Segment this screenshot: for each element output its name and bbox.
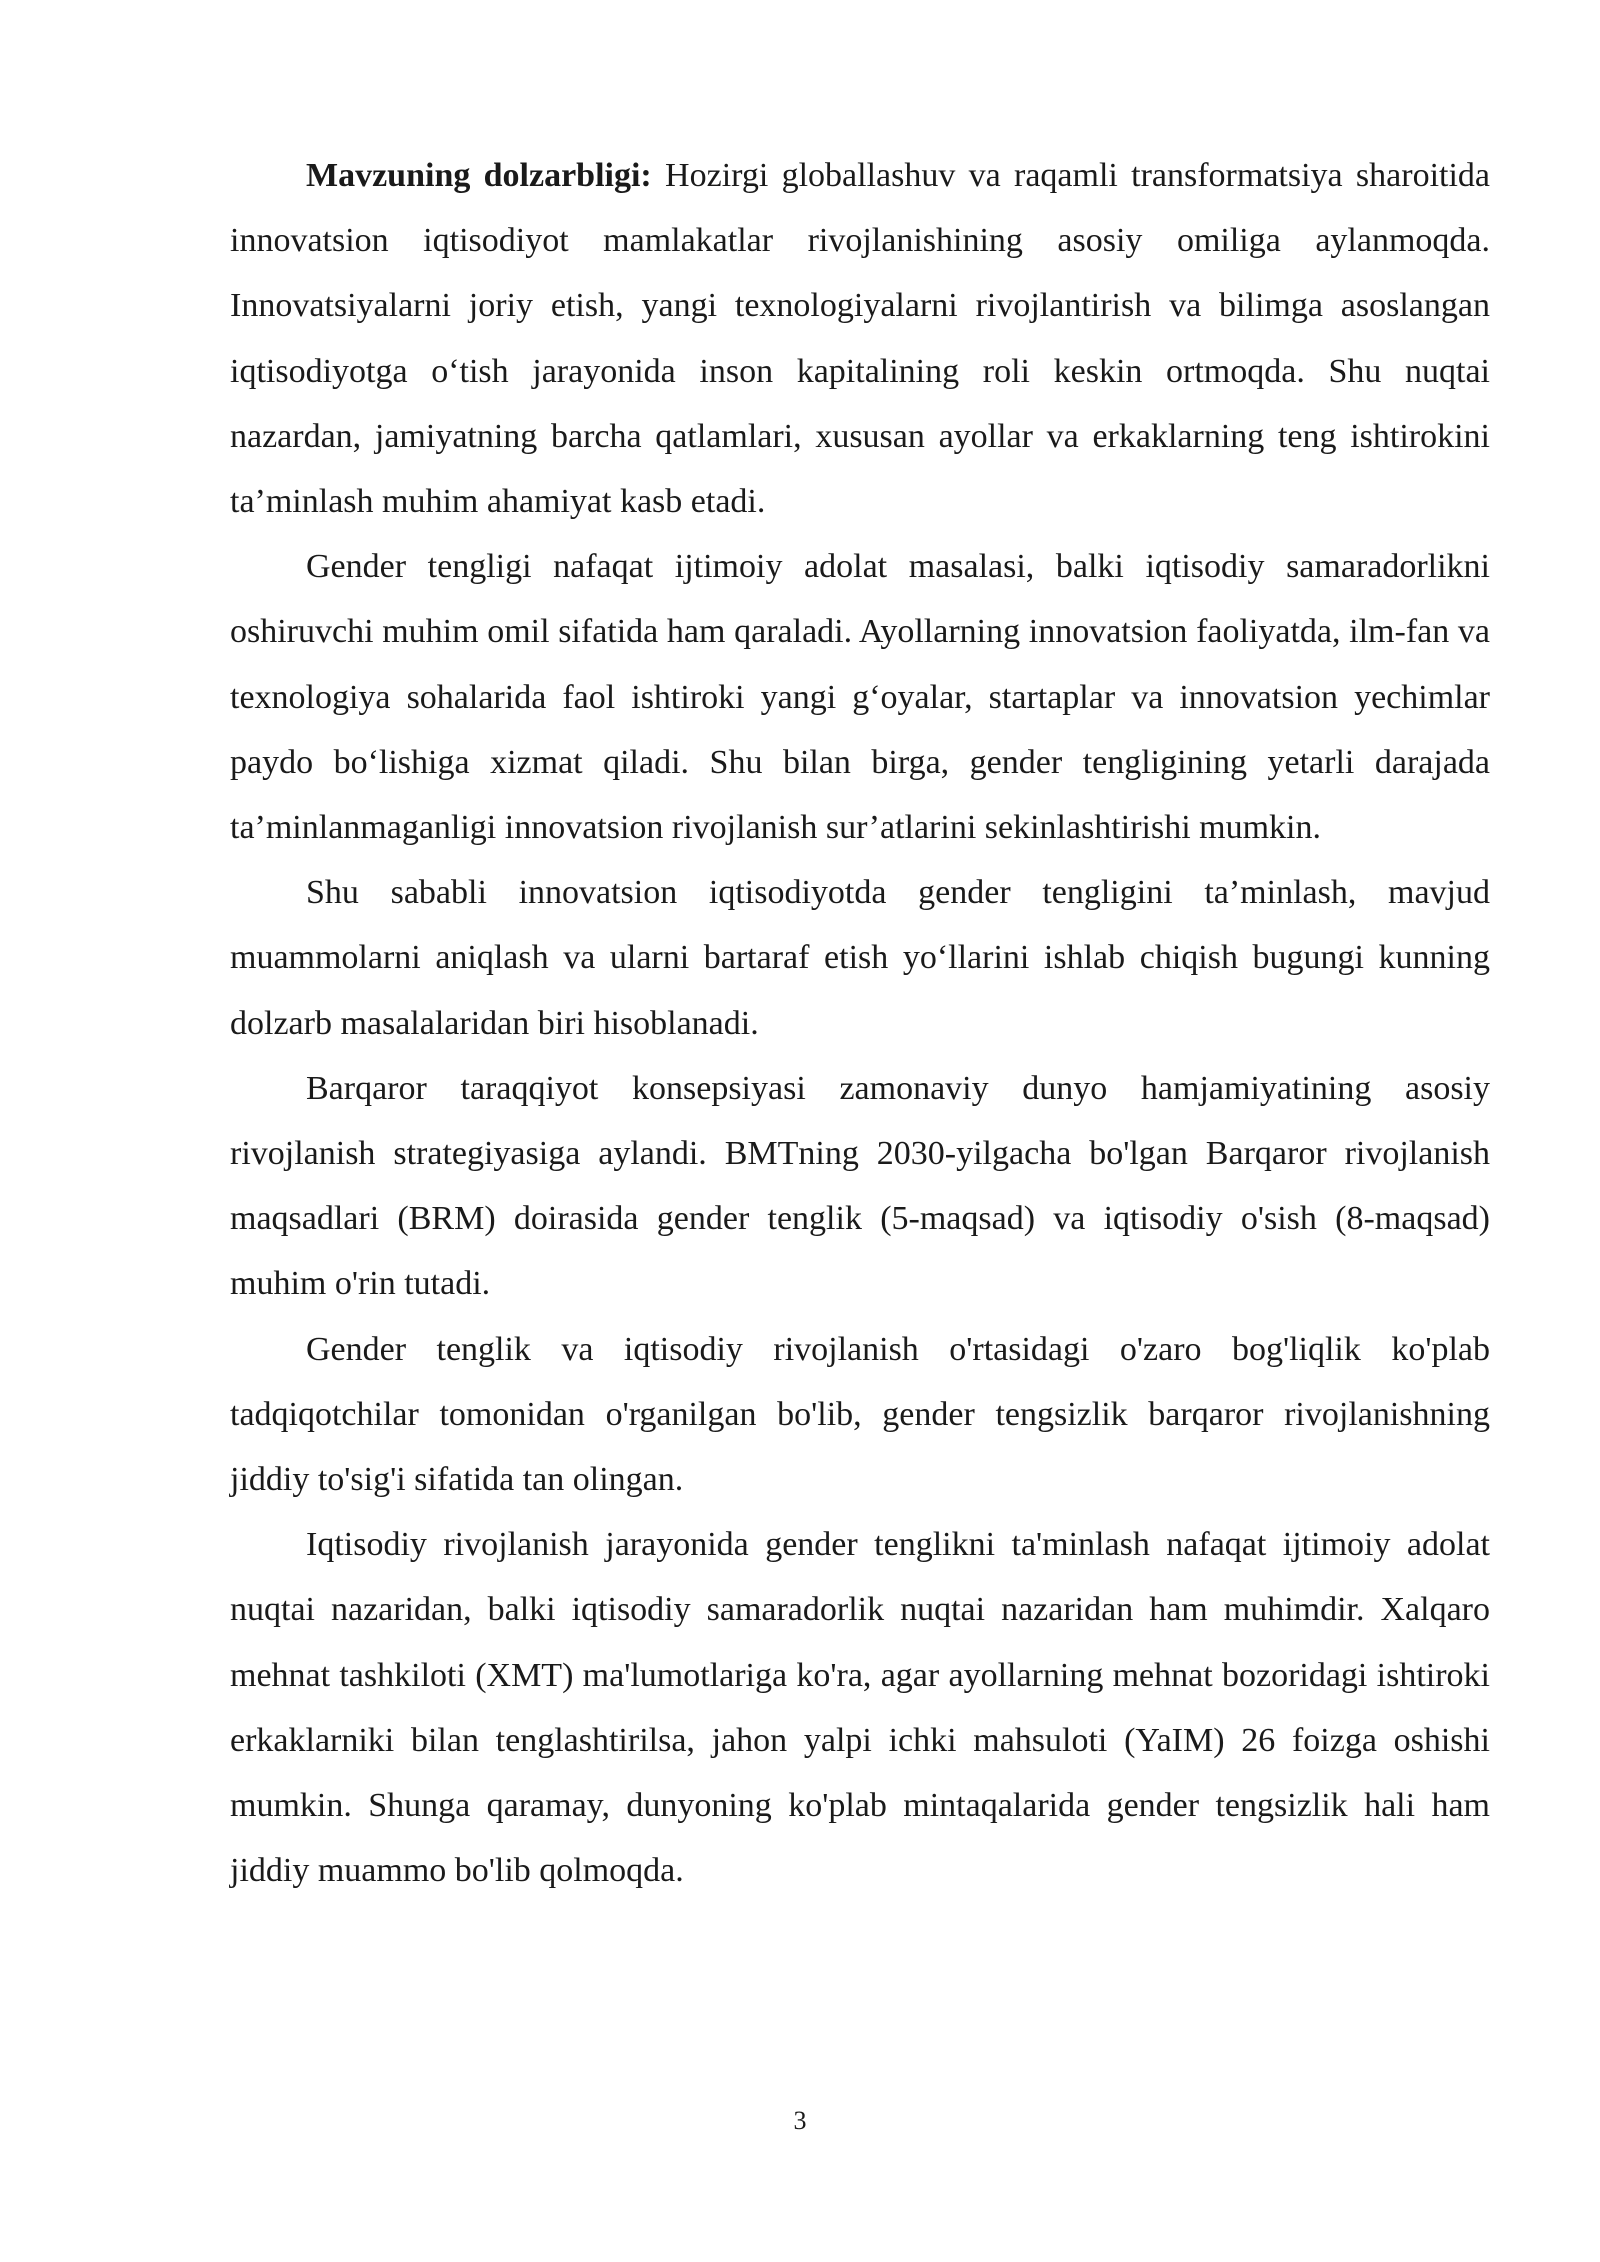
paragraph-economic-efficiency: Iqtisodiy rivojlanish jarayonida gender tenglikni ta'minlash nafaqat ijtimoiy adolat nuqtai nazaridan, balki iqtisodiy samaradorlik nuqtai nazaridan ham muhimdir. Xalqaro mehnat tashkiloti (XMT) ma'lumotlariga ko'ra, agar ayollarning mehnat bozoridagi ishtiroki erkaklarniki bilan tenglashtirilsa, jahon yalpi ichki mahsuloti (YaIM) 26 foizga oshishi mumkin. Shunga qaramay, dunyoning ko'plab mintaqalarida gender tengsizlik hali ham jiddiy muammo bo'lib qolmoqda. — [230, 1526, 1490, 1890]
paragraph-lead-heading: Mavzuning dolzarbligi: — [306, 157, 652, 194]
paragraph-sustainable-development: Barqaror taraqqiyot konsepsiyasi zamonaviy dunyo hamjamiyatining asosiy rivojlanish strategiyasiga aylandi. BMTning 2030-yilgacha bo'lgan Barqaror rivojlanish maqsadlari (BRM) doirasida gender tenglik (5-maqsad) va iqtisodiy o'sish (8-maqsad) muhim o'rin tutadi. — [230, 1069, 1490, 1303]
paragraph-text: Hozirgi globallashuv va raqamli transformatsiya sharoitida innovatsion iqtisodiyot mamlakatlar rivojlanishining asosiy omiliga aylanmoqda. Innovatsiyalarni joriy etish, yangi texnologiyalarni rivojlantirish va bilimga asoslangan iqtisodiyotga o‘tish jarayonida inson kapitalining roli keskin ortmoqda. Shu nuqtai nazardan, jamiyatning barcha qatlamlari, xususan ayollar va erkaklarning teng ishtirokini ta’minlash muhim ahamiyat kasb etadi. — [230, 157, 1490, 521]
paragraph-research: Gender tenglik va iqtisodiy rivojlanish o'rtasidagi o'zaro bog'liqlik ko'plab tadqiqotchilar tomonidan o'rganilgan bo'lib, gender tengsizlik barqaror rivojlanishning jiddiy to'sig'i sifatida tan olingan. — [230, 1330, 1490, 1499]
paragraph-innovation-economy: Shu sababli innovatsion iqtisodiyotda gender tengligini ta’minlash, mavjud muammolarni aniqlash va ularni bartaraf etish yo‘llarini ishlab chiqish bugungi kunning dolzarb masalalaridan biri hisoblanadi. — [230, 874, 1490, 1042]
paragraph-relevance — [230, 143, 1490, 534]
document-body — [230, 143, 1490, 1903]
page-number: 3 — [793, 2106, 807, 2135]
paragraph-gender-equality: Gender tengligi nafaqat ijtimoiy adolat masalasi, balki iqtisodiy samaradorlikni oshiruvchi muhim omil sifatida ham qaraladi. Ayollarning innovatsion faoliyatda, ilm-fan va texnologiya sohalarida faol ishtiroki yangi g‘oyalar, startaplar va innovatsion yechimlar paydo bo‘lishiga xizmat qiladi. Shu bilan birga, gender tengligining yetarli darajada ta’minlanmaganligi innovatsion rivojlanish sur’atlarini sekinlashtirishi mumkin. — [230, 548, 1490, 847]
